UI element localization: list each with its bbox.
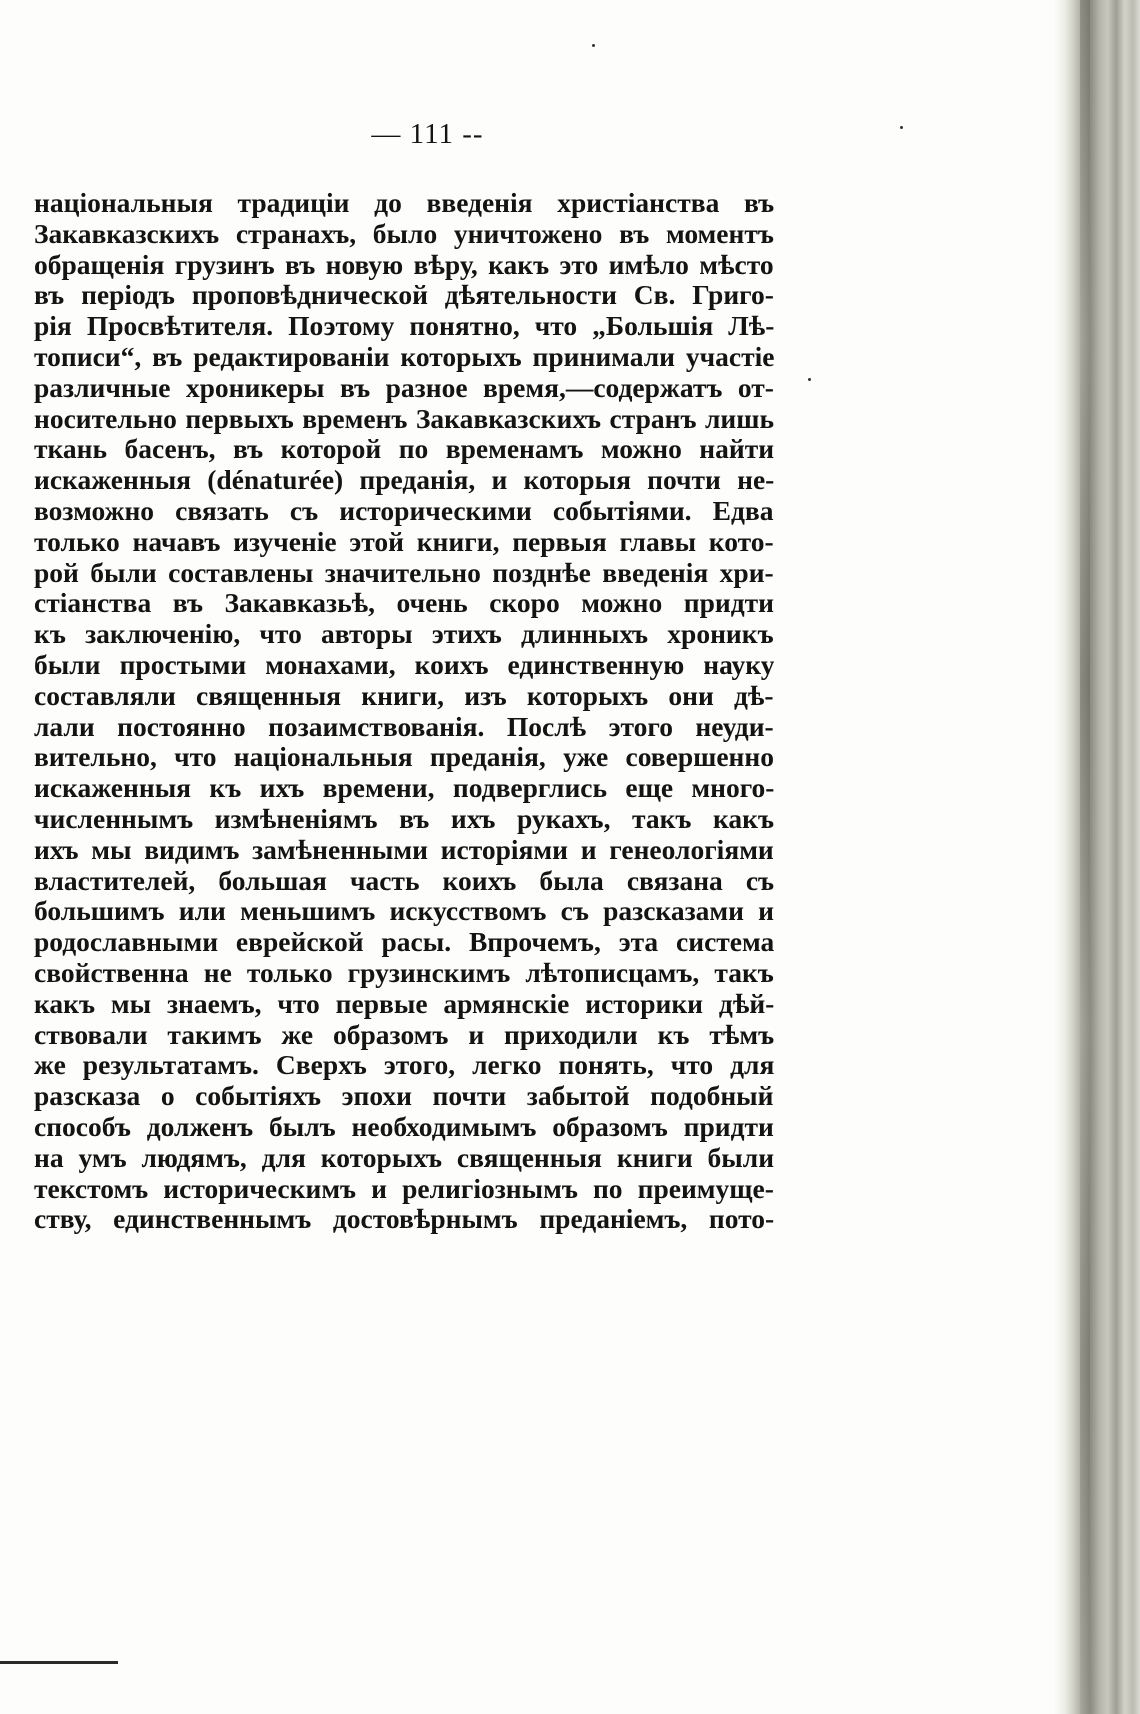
text-line: въ періодъ проповѣднической дѣятельности Св. Григо- bbox=[34, 280, 774, 311]
text-line: искаженныя къ ихъ времени, подверглись еще много- bbox=[34, 773, 774, 804]
text-line: рой были составлены значительно позднѣе введенія хри- bbox=[34, 557, 774, 588]
text-line: носительно первыхъ временъ Закавказскихъ странъ лишь bbox=[34, 403, 774, 434]
text-line: численнымъ измѣненіямъ въ ихъ рукахъ, такъ какъ bbox=[34, 803, 774, 834]
book-binding-edge bbox=[1055, 0, 1140, 1714]
text-line: большимъ или меньшимъ искусствомъ съ разсказами и bbox=[34, 896, 774, 927]
text-line: искаженныя (dénaturée) преданія, и которыя почти не- bbox=[34, 465, 774, 496]
text-line: различные хроникеры въ разное время,—содержатъ от- bbox=[34, 372, 774, 403]
scan-speck bbox=[900, 126, 903, 129]
text-line: только начавъ изученіе этой книги, первыя главы кото- bbox=[34, 526, 774, 557]
text-line: текстомъ историческимъ и религіознымъ по преимуще- bbox=[34, 1173, 774, 1204]
text-line: лали постоянно позаимствованія. Послѣ этого неуди- bbox=[34, 711, 774, 742]
text-line: родославными еврейской расы. Впрочемъ, эта система bbox=[34, 927, 774, 958]
text-line: ихъ мы видимъ замѣненными исторіями и генеологіями bbox=[34, 834, 774, 865]
text-line: же результатамъ. Сверхъ этого, легко понять, что для bbox=[34, 1050, 774, 1081]
text-line: вительно, что національныя преданія, уже совершенно bbox=[34, 742, 774, 773]
body-text bbox=[34, 188, 774, 1235]
text-line: способъ долженъ былъ необходимымъ образомъ придти bbox=[34, 1111, 774, 1142]
text-line: разсказа о событіяхъ эпохи почти забытой подобный bbox=[34, 1081, 774, 1112]
text-line: рія Просвѣтителя. Поэтому понятно, что „Большія Лѣ- bbox=[34, 311, 774, 342]
text-line: какъ мы знаемъ, что первые армянскіе историки дѣй- bbox=[34, 988, 774, 1019]
text-line: національныя традиціи до введенія христіанства въ bbox=[34, 188, 774, 218]
text-line: свойственна не только грузинскимъ лѣтописцамъ, такъ bbox=[34, 957, 774, 988]
text-line: тописи“, въ редактированіи которыхъ принимали участіе bbox=[34, 341, 774, 372]
text-line: Закавказскихъ странахъ, было уничтожено въ моментъ bbox=[34, 218, 774, 249]
scan-speck bbox=[808, 378, 811, 381]
scan-artifact-line bbox=[0, 1661, 118, 1664]
page-number: — 111 -- bbox=[371, 118, 484, 150]
text-line: стіанства въ Закавказьѣ, очень скоро можно придти bbox=[34, 588, 774, 619]
text-line: возможно связать съ историческими событіями. Едва bbox=[34, 495, 774, 526]
text-line: составляли священныя книги, изъ которыхъ они дѣ- bbox=[34, 680, 774, 711]
text-line: были простыми монахами, коихъ единственную науку bbox=[34, 649, 774, 680]
scan-speck bbox=[592, 44, 595, 47]
text-line: ствовали такимъ же образомъ и приходили къ тѣмъ bbox=[34, 1019, 774, 1050]
text-line: властителей, большая часть коихъ была связана съ bbox=[34, 865, 774, 896]
text-line: къ заключенію, что авторы этихъ длинныхъ хроникъ bbox=[34, 619, 774, 650]
binding-shadow bbox=[1080, 0, 1090, 1714]
text-line: ству, единственнымъ достовѣрнымъ преданіемъ, пото- bbox=[34, 1204, 774, 1235]
text-line: ткань басенъ, въ которой по временамъ можно найти bbox=[34, 434, 774, 465]
text-line: обращенія грузинъ въ новую вѣру, какъ это имѣло мѣсто bbox=[34, 249, 774, 280]
text-line: на умъ людямъ, для которыхъ священныя книги были bbox=[34, 1142, 774, 1173]
